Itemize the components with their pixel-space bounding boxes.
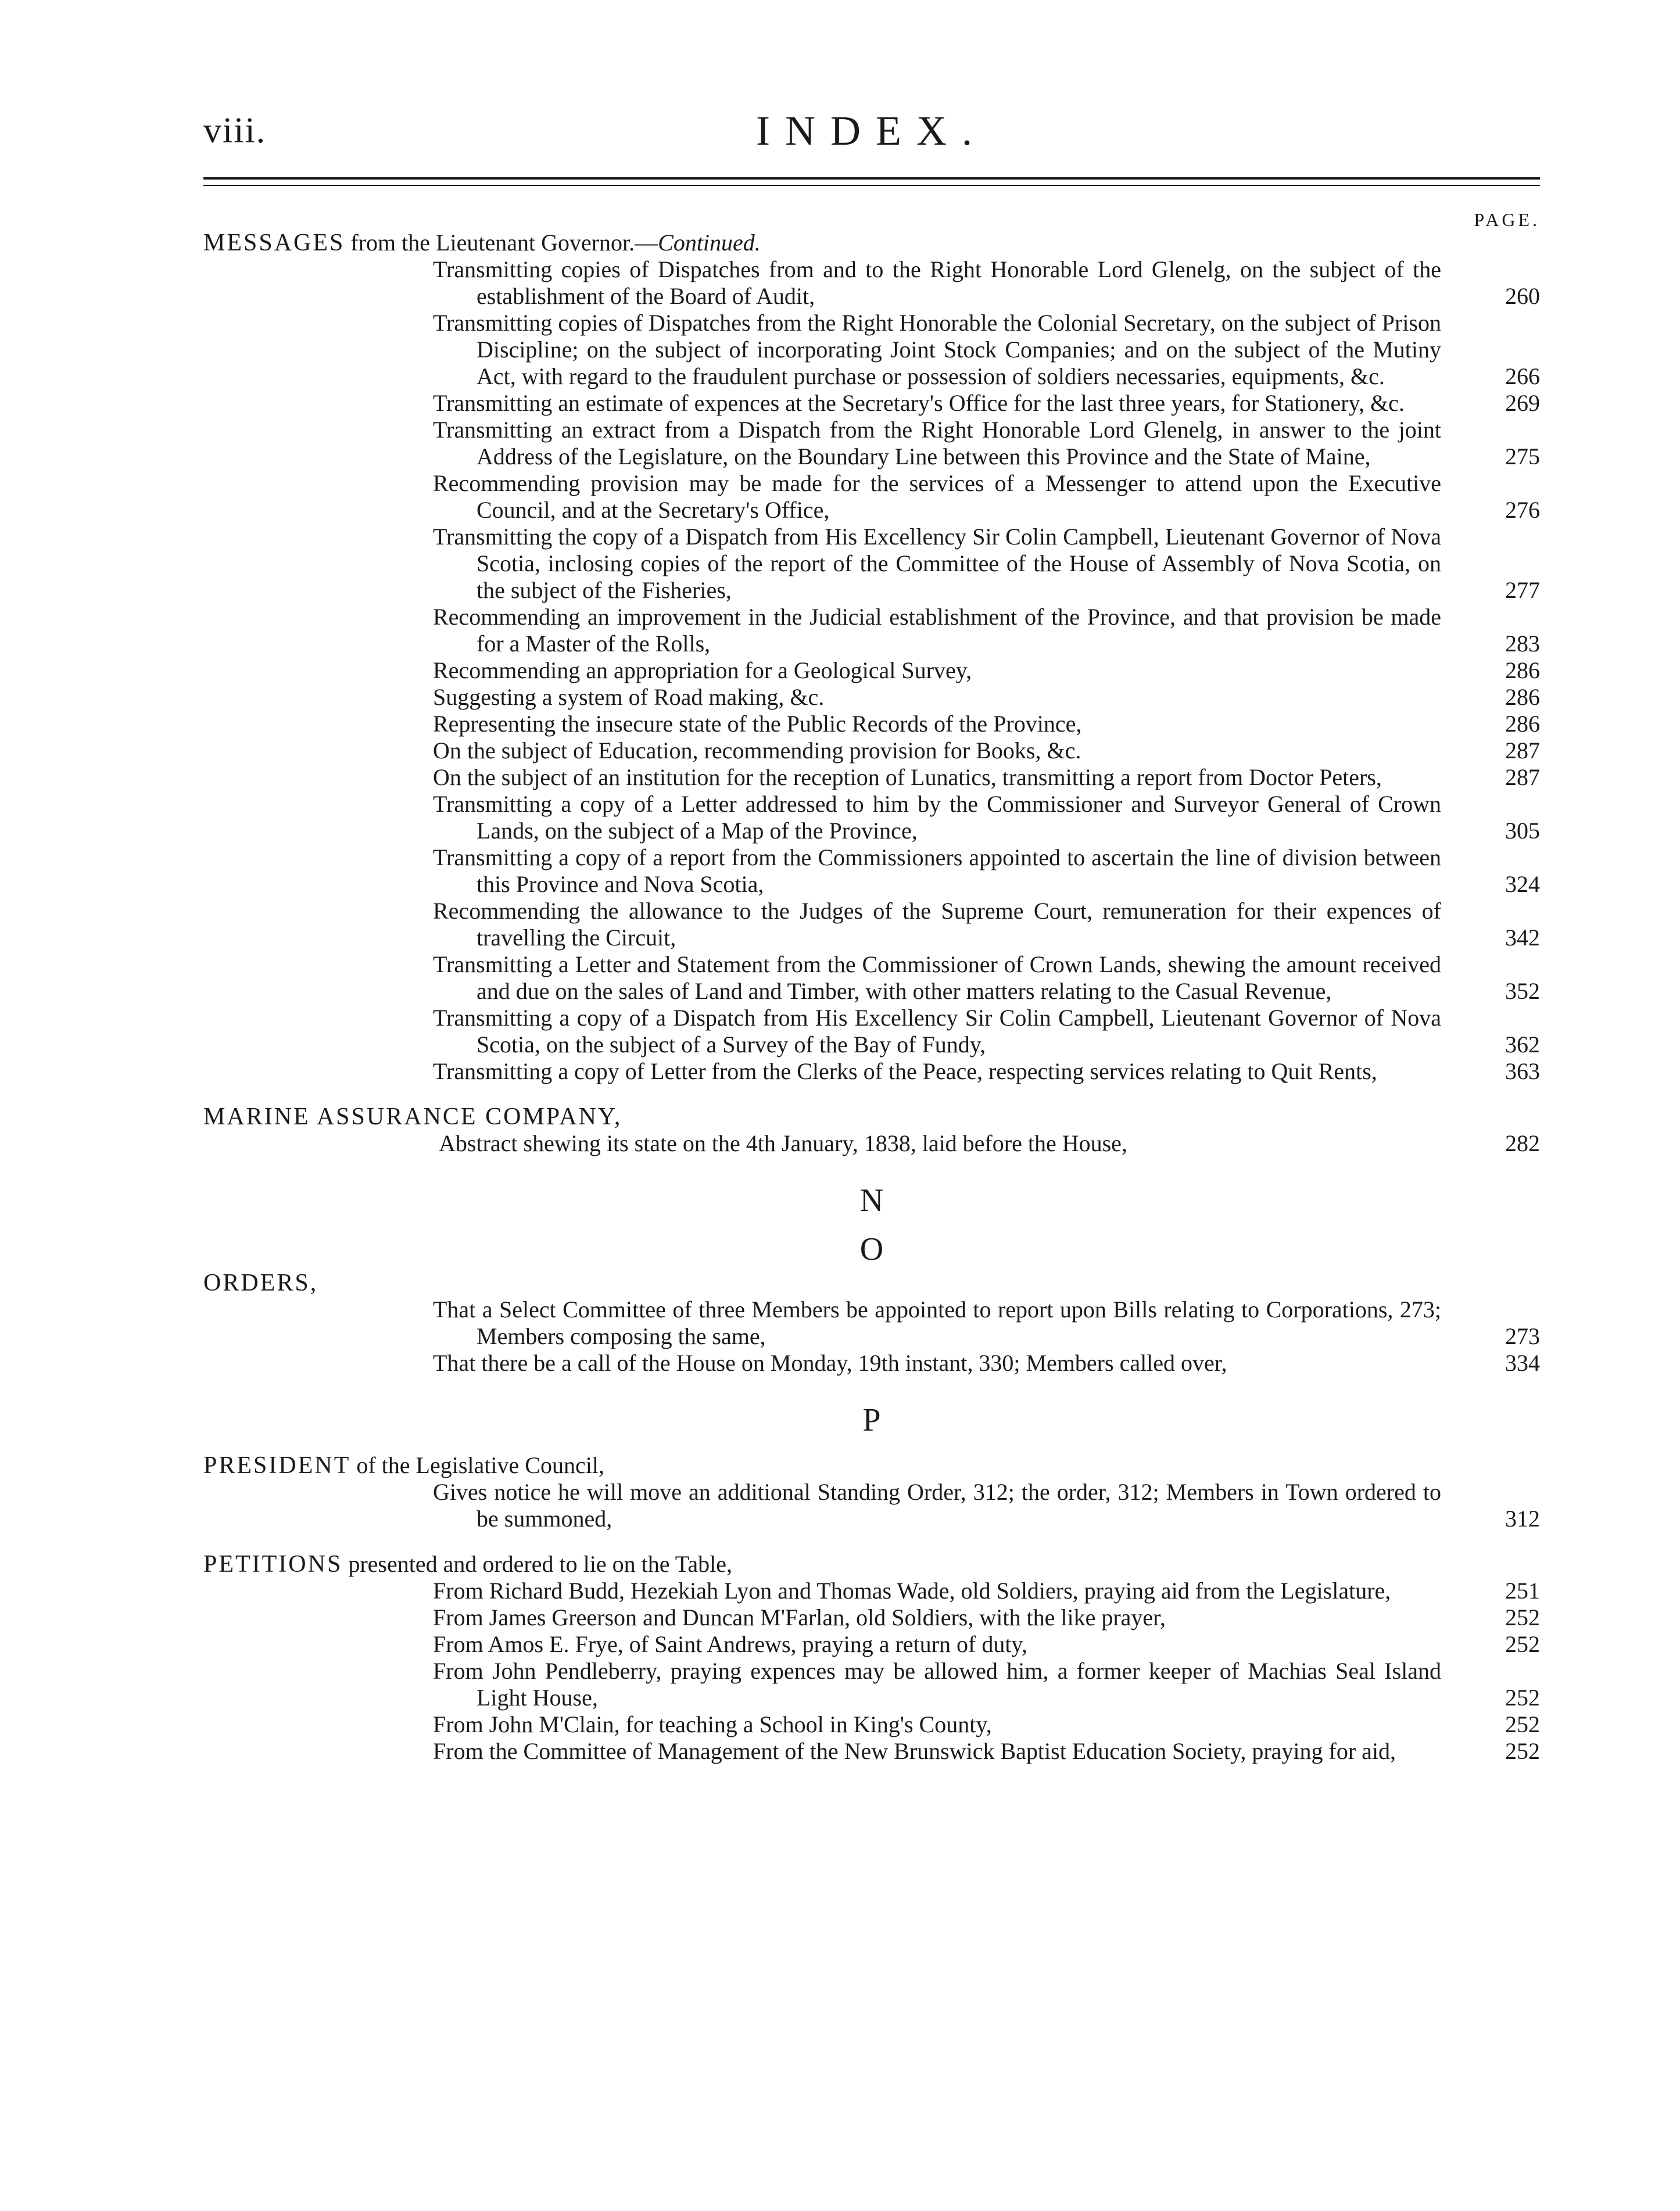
running-title: INDEX. (756, 107, 987, 154)
entry-text: Transmitting copies of Dispatches from the Right Honorable the Colonial Secretary, on the subject of Prison Discipline; on the subject of incorporating Joint Stock Companies; and on the subject of the Mutiny Act, with regard to the fraudulent purchase or possession of soldiers necessaries, equipments, &c. (433, 310, 1441, 389)
index-entry (203, 1350, 1540, 1377)
entry-page: 266 (1505, 363, 1540, 389)
header-rule-thick (203, 177, 1540, 180)
heading-name: PRESIDENT (203, 1452, 351, 1479)
index-entry (203, 898, 1540, 951)
heading-rest: from the Lieutenant Governor.— (345, 230, 658, 256)
section-heading (203, 1270, 1540, 1296)
page-column-label: PAGE. (1474, 209, 1540, 230)
letter-divider-o: O (859, 1231, 884, 1267)
entry-text: From the Committee of Management of the New Brunswick Baptist Education Society, praying for aid, (433, 1738, 1396, 1764)
index-entry (203, 1604, 1540, 1631)
index-entry (203, 310, 1540, 390)
entry-text: Transmitting copies of Dispatches from and to the Right Honorable Lord Glenelg, on the subject of the establishment of the Board of Audit, (433, 256, 1441, 309)
entry-page: 252 (1505, 1604, 1540, 1631)
heading-name: ORDERS, (203, 1270, 318, 1296)
index-body (203, 230, 1540, 1765)
entry-text: Recommending an appropriation for a Geological Survey, (433, 657, 972, 683)
entry-text: From John M'Clain, for teaching a School in King's County, (433, 1711, 992, 1737)
index-entry (203, 390, 1540, 417)
heading-rest: presented and ordered to lie on the Table, (342, 1551, 732, 1577)
entry-page: 277 (1505, 577, 1540, 603)
page-header (203, 107, 1540, 163)
entry-text: That there be a call of the House on Monday, 19th instant, 330; Members called over, (433, 1350, 1227, 1376)
entry-text: Recommending the allowance to the Judges of the Supreme Court, remuneration for their expences of travelling the Circuit, (433, 898, 1441, 951)
index-entry (203, 1130, 1540, 1157)
entry-text: Recommending provision may be made for the services of a Messenger to attend upon the Executive Council, and at the Secretary's Office, (433, 470, 1441, 523)
index-entry (203, 711, 1540, 737)
letter-divider-n: N (859, 1182, 884, 1219)
index-entry (203, 951, 1540, 1005)
entry-text: That a Select Committee of three Members be appointed to report upon Bills relating to Corporations, 273; Members composing the same, (433, 1296, 1441, 1349)
section-heading (203, 1103, 1540, 1130)
entry-page: 286 (1505, 684, 1540, 710)
entry-text: Recommending an improvement in the Judicial establishment of the Province, and that provision be made for a Master of the Rolls, (433, 604, 1441, 657)
entry-page: 342 (1505, 924, 1540, 951)
heading-italic: Continued. (658, 230, 761, 256)
index-entry (203, 256, 1540, 310)
index-entry (203, 737, 1540, 764)
header-rule-thin (203, 185, 1540, 186)
index-entry (203, 684, 1540, 711)
heading-name: MARINE ASSURANCE COMPANY, (203, 1103, 622, 1130)
entry-text: From Amos E. Frye, of Saint Andrews, praying a return of duty, (433, 1631, 1027, 1657)
entry-page: 275 (1505, 443, 1540, 470)
index-entry (203, 657, 1540, 684)
entry-text: From Richard Budd, Hezekiah Lyon and Thomas Wade, old Soldiers, praying aid from the Legislature, (433, 1578, 1391, 1604)
section-heading (203, 230, 1540, 256)
entry-text: Transmitting an extract from a Dispatch from the Right Honorable Lord Glenelg, in answer to the joint Address of the Legislature, on the Boundary Line between this Province and the State of Maine, (433, 417, 1441, 470)
entry-page: 286 (1505, 711, 1540, 737)
entry-text: Transmitting a copy of a report from the Commissioners appointed to ascertain the line of division between this Province and Nova Scotia, (433, 844, 1441, 897)
entry-page: 305 (1505, 818, 1540, 844)
heading-name: MESSAGES (203, 230, 345, 256)
folio-number: viii. (203, 111, 267, 150)
entry-page: 362 (1505, 1031, 1540, 1058)
index-entry (203, 1479, 1540, 1532)
entry-text: On the subject of an institution for the reception of Lunatics, transmitting a report from Doctor Peters, (433, 764, 1382, 790)
entry-page: 363 (1505, 1058, 1540, 1084)
index-entry (203, 1738, 1540, 1765)
section-petitions (203, 1551, 1540, 1765)
index-entry (203, 1578, 1540, 1604)
section-president (203, 1452, 1540, 1532)
entry-text: From James Greerson and Duncan M'Farlan, old Soldiers, with the like prayer, (433, 1604, 1166, 1631)
entry-text: From John Pendleberry, praying expences may be allowed him, a former keeper of Machias Seal Island Light House, (433, 1658, 1441, 1711)
entry-text: On the subject of Education, recommending provision for Books, &c. (433, 737, 1081, 764)
entry-text: Transmitting an estimate of expences at the Secretary's Office for the last three years, for Stationery, &c. (433, 390, 1405, 416)
section-orders (203, 1270, 1540, 1377)
entry-page: 252 (1505, 1738, 1540, 1764)
entry-page: 252 (1505, 1711, 1540, 1737)
entry-page: 269 (1505, 390, 1540, 416)
entry-text: Transmitting a Letter and Statement from the Commissioner of Crown Lands, shewing the amount received and due on the sales of Land and Timber, with other matters relating to the Casual Revenue, (433, 951, 1441, 1004)
index-entry (203, 844, 1540, 898)
entry-text: Representing the insecure state of the Public Records of the Province, (433, 711, 1082, 737)
index-entry (203, 1711, 1540, 1738)
entry-page: 252 (1505, 1631, 1540, 1657)
index-entry (203, 1631, 1540, 1658)
index-entry (203, 1058, 1540, 1085)
entry-page: 276 (1505, 497, 1540, 523)
entry-page: 260 (1505, 283, 1540, 309)
entry-page: 334 (1505, 1350, 1540, 1376)
entry-page: 312 (1505, 1506, 1540, 1532)
heading-rest: of the Legislative Council, (350, 1452, 604, 1478)
entry-page: 282 (1505, 1130, 1540, 1156)
letter-divider-p: P (862, 1402, 881, 1438)
index-page (203, 0, 1540, 2211)
entry-text: Gives notice he will move an additional Standing Order, 312; the order, 312; Members in Town ordered to be summoned, (433, 1479, 1441, 1532)
index-entry (203, 524, 1540, 604)
entry-page: 352 (1505, 978, 1540, 1004)
entry-text: Transmitting a copy of a Letter addressed to him by the Commissioner and Surveyor General of Crown Lands, on the subject of a Map of the Province, (433, 791, 1441, 844)
section-messages (203, 230, 1540, 1085)
entry-page: 283 (1505, 630, 1540, 657)
entry-page: 251 (1505, 1578, 1540, 1604)
index-entry (203, 1005, 1540, 1058)
index-entry (203, 470, 1540, 524)
entry-page: 252 (1505, 1685, 1540, 1711)
entry-page: 286 (1505, 657, 1540, 683)
entry-text: Suggesting a system of Road making, &c. (433, 684, 825, 710)
heading-name: PETITIONS (203, 1551, 343, 1578)
entry-text: Transmitting the copy of a Dispatch from His Excellency Sir Colin Campbell, Lieutenant Governor of Nova Scotia, inclosing copies of the report of the Committee of the House of Assembly of Nova Scotia, on the subject of the Fisheries, (433, 524, 1441, 603)
entry-page: 287 (1505, 737, 1540, 764)
index-entry (203, 417, 1540, 470)
entry-page: 287 (1505, 764, 1540, 790)
entry-text: Transmitting a copy of Letter from the Clerks of the Peace, respecting services relating to Quit Rents, (433, 1058, 1377, 1084)
entry-page: 324 (1505, 871, 1540, 897)
index-entry (203, 1658, 1540, 1711)
index-entry (203, 764, 1540, 791)
section-marine-assurance (203, 1103, 1540, 1157)
index-entry (203, 1296, 1540, 1350)
entry-text: Transmitting a copy of a Dispatch from His Excellency Sir Colin Campbell, Lieutenant Governor of Nova Scotia, on the subject of a Survey of the Bay of Fundy, (433, 1005, 1441, 1058)
index-entry (203, 604, 1540, 657)
section-heading (203, 1452, 1540, 1479)
entry-page: 273 (1505, 1323, 1540, 1349)
entry-text: Abstract shewing its state on the 4th January, 1838, laid before the House, (439, 1130, 1127, 1156)
index-entry (203, 791, 1540, 844)
section-heading (203, 1551, 1540, 1578)
